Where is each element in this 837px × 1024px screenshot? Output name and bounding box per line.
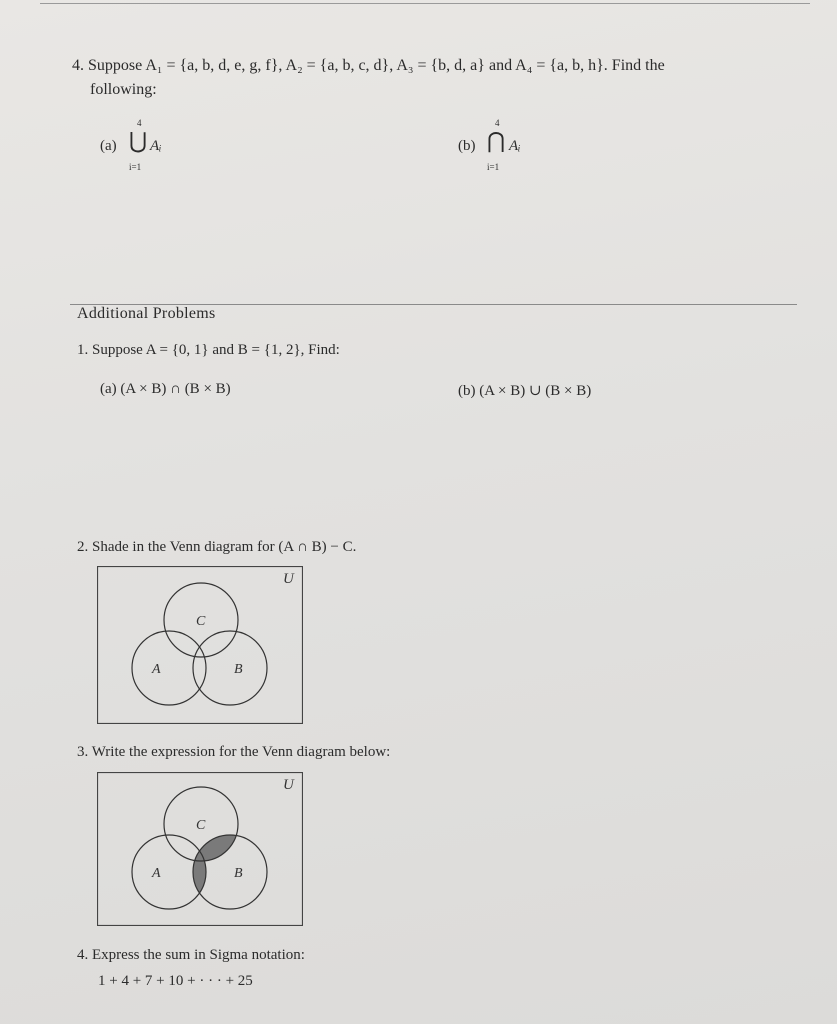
problem-4b-label: (b): [458, 138, 476, 154]
venn1-label-c: C: [196, 614, 206, 629]
problem-1-statement: 1. Suppose A = {0, 1} and B = {1, 2}, Find:: [77, 342, 340, 358]
union-upper-limit: 4: [137, 118, 142, 128]
problem-4-sum-statement: 4. Express the sum in Sigma notation:: [77, 947, 305, 963]
problem-1b: (b) (A × B) ∪ (B × B): [458, 383, 592, 399]
problem-3-statement: 3. Write the expression for the Venn diagram below:: [77, 744, 391, 760]
problem-4a-label: (a): [100, 138, 117, 154]
problem-4-sum-expression: 1 + 4 + 7 + 10 + · · · + 25: [98, 973, 253, 989]
venn1-label-a: A: [152, 662, 161, 677]
problem-4-statement-cont: following:: [90, 81, 157, 98]
venn2-label-a: A: [152, 866, 161, 881]
big-intersection-symbol: ⋂: [487, 128, 506, 153]
venn1-universe-label: U: [283, 571, 294, 587]
venn2-shaded-region: [132, 787, 238, 909]
venn2-universe-label: U: [283, 777, 294, 793]
venn2-label-c: C: [196, 818, 206, 833]
additional-problems-heading: Additional Problems: [77, 305, 216, 322]
intersection-upper-limit: 4: [495, 118, 500, 128]
top-rule: [40, 3, 810, 4]
problem-1a: (a) (A × B) ∩ (B × B): [100, 381, 231, 397]
problem-2-statement: 2. Shade in the Venn diagram for (A ∩ B) − C.: [77, 539, 357, 555]
union-lower-limit: i=1: [129, 162, 142, 172]
venn2-universe-box: [98, 773, 303, 926]
venn1-universe-box: [98, 567, 303, 724]
intersection-term: Aᵢ: [509, 138, 521, 154]
union-term: Aᵢ: [150, 138, 162, 154]
venn-diagram-2: [97, 772, 303, 926]
intersection-lower-limit: i=1: [487, 162, 500, 172]
venn1-circle-a: [132, 631, 206, 705]
venn1-label-b: B: [234, 662, 243, 677]
problem-4-statement: 4. Suppose A₁ = {a, b, d, e, g, f}, A₂ = {a, b, c, d}, A₃ = {b, d, a} and A₄ = {a, b, h}. Find the: [72, 57, 665, 74]
venn2-label-b: B: [234, 866, 243, 881]
big-union-symbol: ⋃: [129, 128, 148, 153]
venn-diagram-1: [97, 566, 303, 724]
